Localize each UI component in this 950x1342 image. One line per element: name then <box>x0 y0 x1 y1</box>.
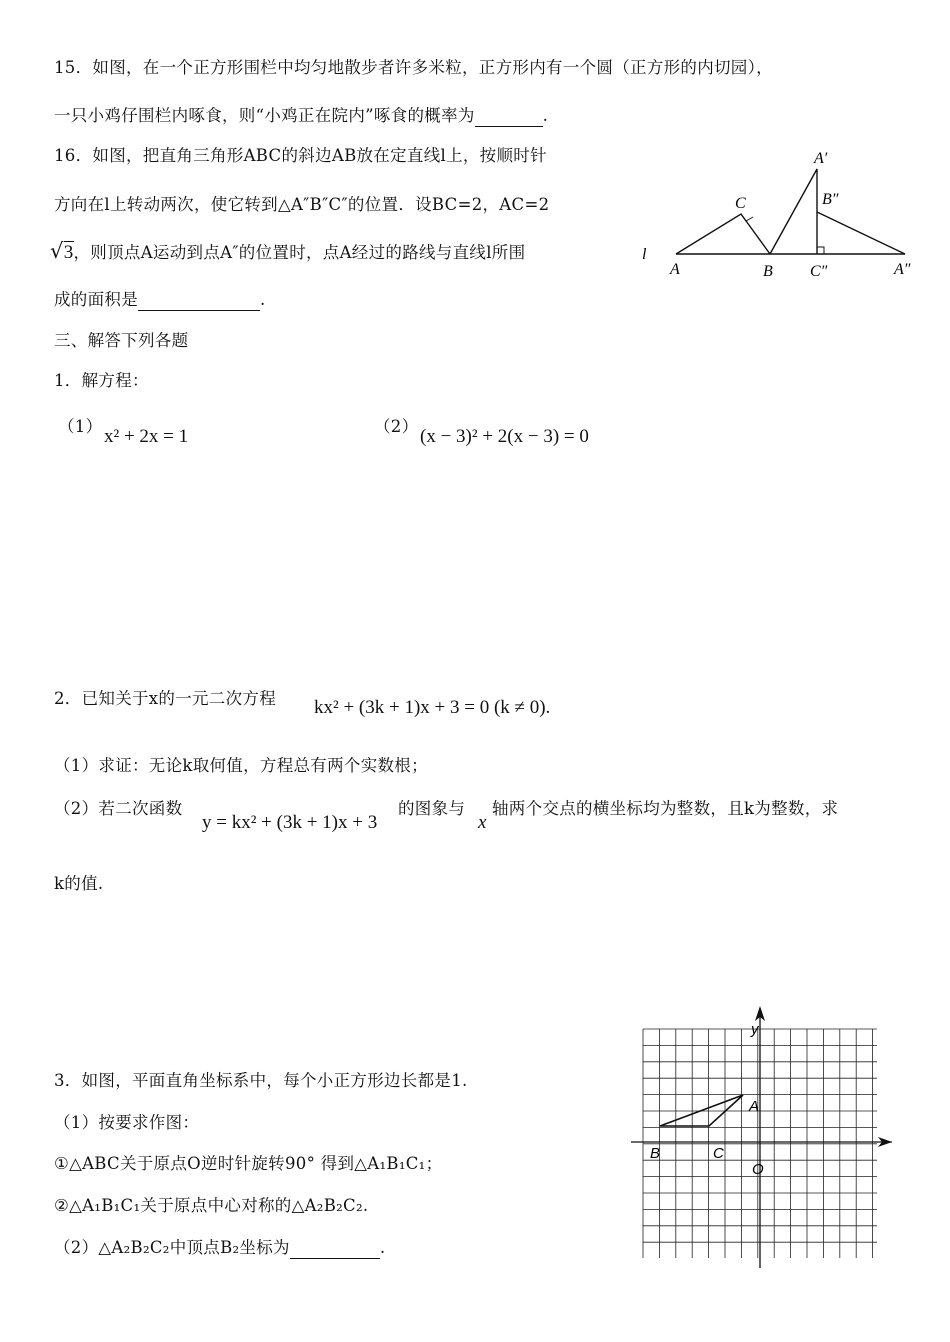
q16-triangle-figure <box>640 140 930 290</box>
label-b: B <box>763 263 773 280</box>
p1-sub1-equation: x² + 2x = 1 <box>104 426 189 447</box>
q15-line2-text: 一只小鸡仔围栏内啄食，则“小鸡正在院内”啄食的概率为 <box>54 106 475 125</box>
q15-answer-blank[interactable] <box>475 126 543 127</box>
p2-sub2-b: 的图象与 <box>398 799 466 818</box>
p2-sub2-a: （2）若二次函数 <box>54 799 183 818</box>
p1-sub1-label: （1） <box>58 417 103 436</box>
grid-label-y: y <box>751 1021 759 1038</box>
p2-period: . <box>545 697 551 718</box>
sqrt-symbol: √ <box>50 239 64 263</box>
p3-step2: ②△A₁B₁C₁关于原点中心对称的△A₂B₂C₂. <box>54 1196 369 1215</box>
label-a-prime: A′ <box>814 150 828 167</box>
p2-sub1: （1）求证：无论k取何值，方程总有两个实数根； <box>54 756 428 775</box>
coordinate-grid-figure <box>625 1000 930 1280</box>
triangle-a2-hyp <box>817 212 905 254</box>
label-c-dprime: C″ <box>810 263 828 280</box>
right-angle-c2 <box>817 247 824 254</box>
p2-sub2-equation: y = kx² + (3k + 1)x + 3 <box>202 812 378 833</box>
q16-line4-text: 成的面积是 <box>54 290 138 309</box>
p3-answer-blank[interactable] <box>290 1258 380 1259</box>
section-heading: 三、解答下列各题 <box>54 331 189 350</box>
triangle-abc-grid <box>660 1095 743 1126</box>
p2-sub2-c: 轴两个交点的横坐标均为整数，且k为整数，求 <box>492 799 839 818</box>
q16-line2: 方向在l上转动两次，使它转到△A″B″C″的位置．设BC=2，AC=2 <box>54 195 550 214</box>
p1-sub2-equation: (x − 3)² + 2(x − 3) = 0 <box>420 426 589 447</box>
triangle-a1 <box>770 169 817 254</box>
p3-step1: ①△ABC关于原点O逆时针旋转90° 得到△A₁B₁C₁； <box>54 1154 443 1173</box>
label-c: C <box>735 195 746 212</box>
q16-line1: 16．如图，把直角三角形ABC的斜边AB放在定直线l上，按顺时针 <box>54 146 547 165</box>
sqrt-radicand: 3 <box>63 242 74 263</box>
p3-period: . <box>379 1238 386 1257</box>
q16-answer-blank[interactable] <box>138 310 260 311</box>
label-a: A <box>670 261 680 278</box>
triangle-abc <box>676 214 770 254</box>
p2-sub2-d: k的值. <box>54 874 104 893</box>
label-b-dprime: B″ <box>822 191 839 208</box>
grid-label-o: O <box>752 1161 764 1178</box>
p3-sub2 <box>54 1237 385 1259</box>
p1-sub2-label: （2） <box>374 417 419 436</box>
q16-line3 <box>50 240 525 264</box>
q15-period: . <box>542 106 549 125</box>
p3-sub2-text: （2）△A₂B₂C₂中顶点B₂坐标为 <box>54 1238 290 1257</box>
p3-sub1: （1）按要求作图： <box>54 1113 200 1132</box>
p2-sub2-x: x <box>478 812 487 833</box>
grid-label-a: A <box>749 1098 760 1115</box>
p2-equation <box>314 697 550 719</box>
p2-text: 2．已知关于x的一元二次方程 <box>54 689 277 708</box>
q15-line2 <box>54 105 548 127</box>
q16-line3-text: ，则顶点A运动到点A″的位置时，点A经过的路线与直线l所围 <box>73 243 526 262</box>
p3-title: 3．如图，平面直角坐标系中，每个小正方形边长都是1. <box>54 1071 468 1090</box>
label-l: l <box>642 246 647 263</box>
q16-line4 <box>54 289 266 311</box>
grid-label-c: C <box>713 1145 724 1162</box>
p1-title: 1．解方程： <box>54 371 149 390</box>
q15-line1: 15．如图，在一个正方形围栏中均匀地散步者许多米粒，正方形内有一个圆（正方形的内切园）， <box>54 58 773 77</box>
label-a-dprime: A″ <box>894 261 911 278</box>
q16-period: . <box>260 290 266 309</box>
grid-label-b: B <box>650 1145 661 1162</box>
p2-equation-text: kx² + (3k + 1)x + 3 = 0 (k ≠ 0) <box>314 697 546 718</box>
